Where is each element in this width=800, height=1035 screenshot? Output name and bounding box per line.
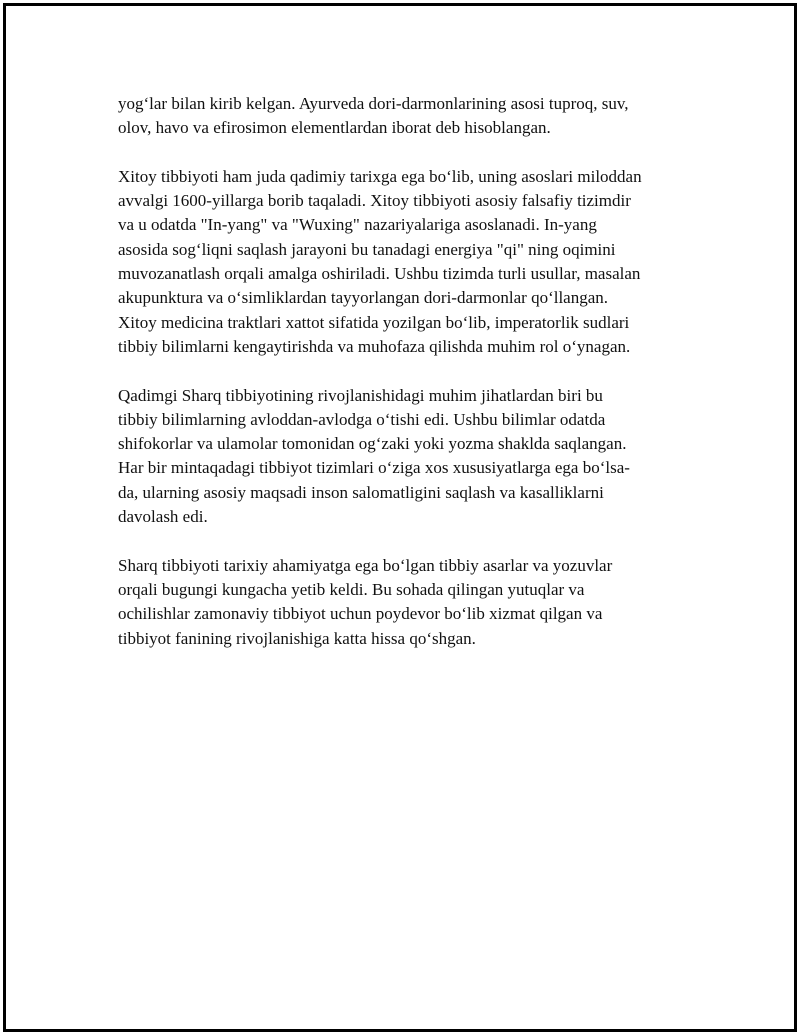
paragraph-chinese-medicine: Xitoy tibbiyoti ham juda qadimiy tarixga ega bo‘lib, uning asoslari miloddan avvalgi 1600-yillarga borib taqaladi. Xitoy tibbiyoti asosiy falsafiy tizimdir va u odatda "In-yang" va "Wuxing" nazariyalariga asoslanadi. In-yang asosida sog‘liqni saqlash jarayoni bu tanadagi energiya "qi" ning oqimini muvozanatlash orqali amalga oshiriladi. Ushbu tizimda turli usullar, masalan akupunktura va o‘simliklardan tayyorlangan dori-darmonlar qo‘llangan. Xitoy medicina traktlari xattot sifatida yozilgan bo‘lib, imperatorlik sudlari tibbiy bilimlarni kengaytirishda va muhofaza qilishda muhim rol o‘ynagan. <box>118 166 642 356</box>
paragraph-historical-significance: Sharq tibbiyoti tarixiy ahamiyatga ega bo‘lgan tibbiy asarlar va yozuvlar orqali bugungi kungacha yetib keldi. Bu sohada qilingan yutuqlar va ochilishlar zamonaviy tibbiyot uchun poydevor bo‘lib xizmat qilgan va tibbiyot fanining rivojlanishiga katta hissa qo‘shgan. <box>118 555 613 648</box>
paragraph-ayurveda: yog‘lar bilan kirib kelgan. Ayurveda dori-darmonlarining asosi tuproq, suv, olov, havo va efirosimon elementlardan iborat deb hisoblangan. <box>118 94 629 138</box>
paragraph-knowledge-transmission: Qadimgi Sharq tibbiyotining rivojlanishidagi muhim jihatlardan biri bu tibbiy bilimlarning avloddan-avlodga o‘tishi edi. Ushbu bilimlar odatda shifokorlar va ulamolar tomonidan og‘zaki yoki yozma shaklda saqlangan. Har bir mintaqadagi tibbiyot tizimlari o‘ziga xos xususiyatlarga ega bo‘lsa- da, ularning asosiy maqsadi inson salomatligini saqlash va kasalliklarni davolash edi. <box>118 385 630 527</box>
document-body <box>118 92 688 675</box>
